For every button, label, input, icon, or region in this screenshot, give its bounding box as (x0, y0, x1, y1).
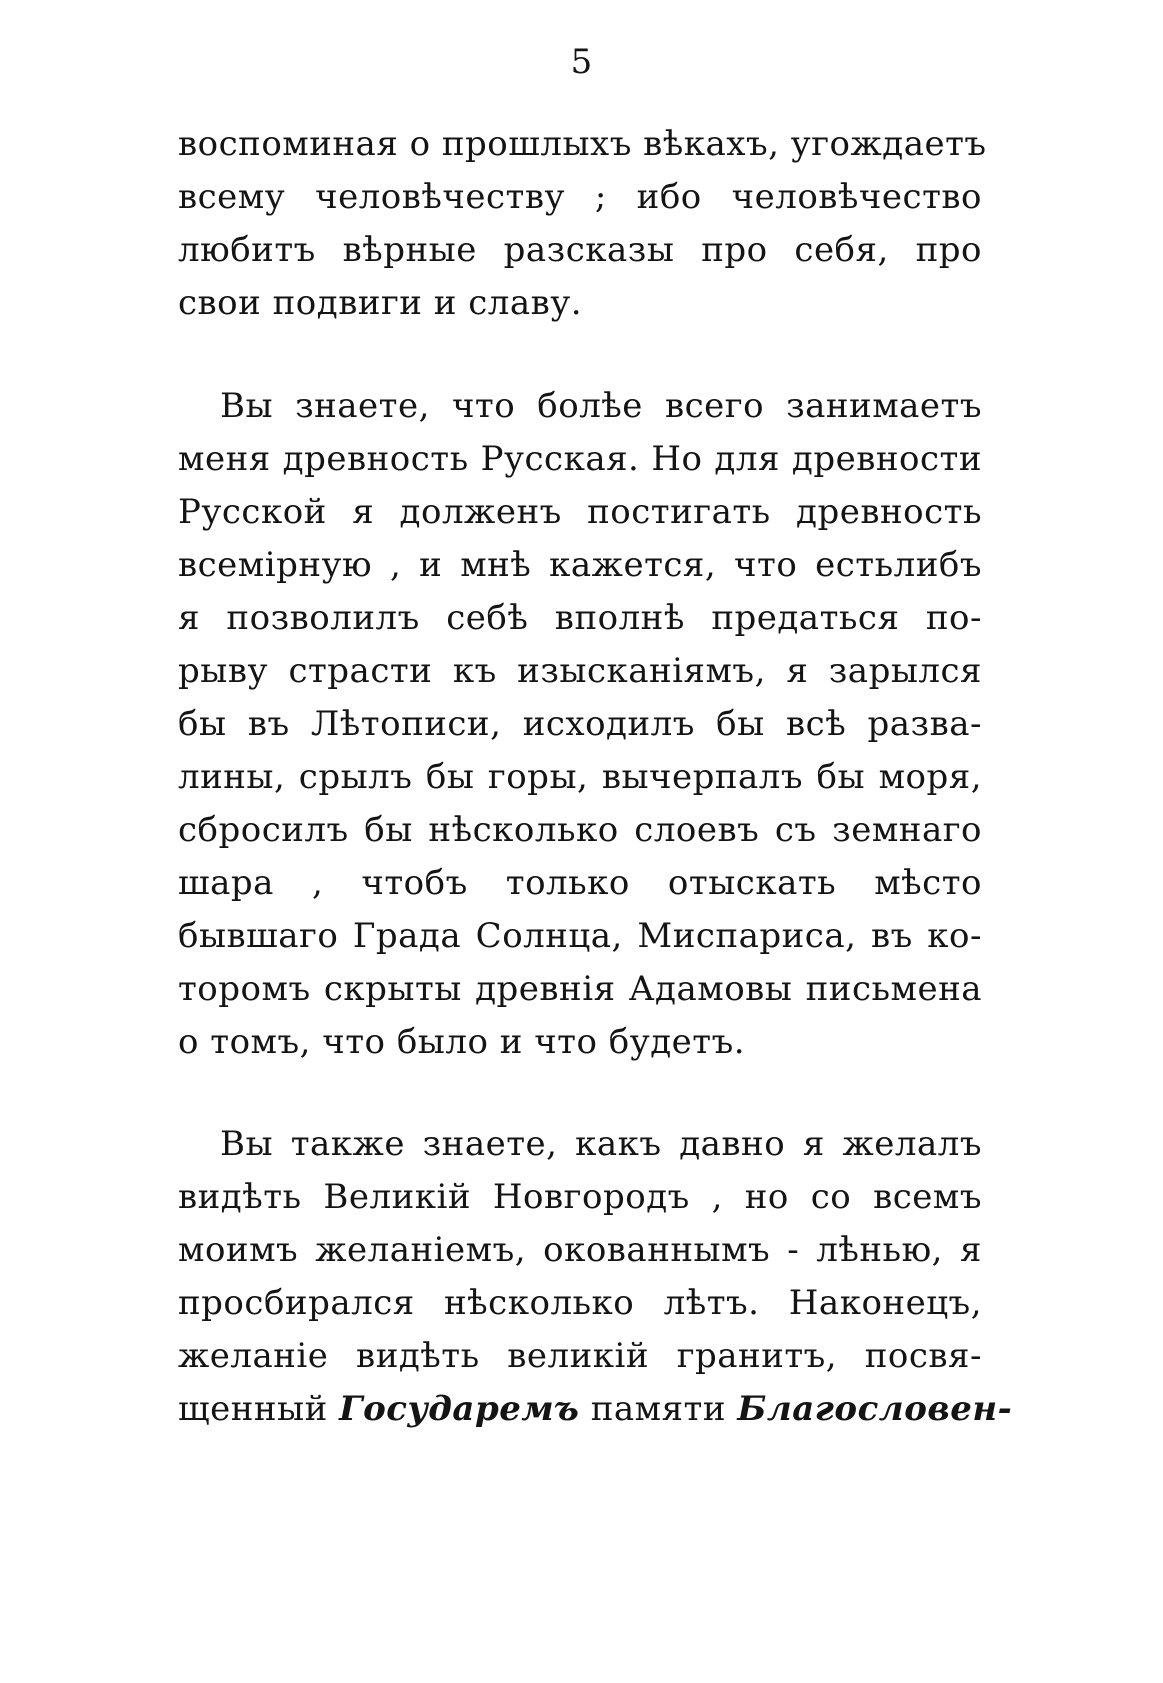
italic-text: Благословен- (737, 1389, 1013, 1429)
text-line: Вы знаете, что болѣе всего занимаетъ (220, 386, 982, 426)
paragraph-1 (178, 118, 987, 330)
text-line: всему человѣчеству ; ибо человѣчество (178, 177, 982, 217)
text-line: рыву страсти къ изысканіямъ, я зарылся (178, 651, 982, 691)
text-line: сбросилъ бы нѣсколько слоевъ съ земнаго (178, 810, 982, 850)
text-line: лины, срылъ бы горы, вычерпалъ бы моря, (178, 757, 982, 797)
text-line: любитъ вѣрные разсказы про себя, про (178, 230, 982, 270)
text-line: торомъ скрыты древнія Адамовы письмена (178, 969, 982, 1009)
text-line: желаніе видѣть великій гранитъ, посвя- (178, 1336, 982, 1376)
text-line: Вы также знаете, какъ давно я желалъ (220, 1124, 982, 1164)
text-line: меня древность Русская. Но для древности (178, 439, 982, 479)
text-line-with-italics (178, 1383, 1013, 1436)
text-line: видѣть Великій Новгородъ , но со всемъ (178, 1177, 982, 1217)
text-line: просбирался нѣсколько лѣтъ. Наконецъ, (178, 1283, 982, 1323)
paragraph-2 (178, 380, 982, 1069)
italic-text: Государемъ (339, 1389, 580, 1429)
text-line: всемірную , и мнѣ кажется, что естьлибъ (178, 545, 982, 585)
text-segment: щенный (178, 1389, 340, 1429)
text-line: моимъ желаніемъ, окованнымъ - лѣнью, я (178, 1230, 982, 1270)
text-line: бывшаго Града Солнца, Миспариса, въ ко- (178, 916, 982, 956)
text-line: свои подвиги и славу. (178, 283, 583, 323)
page-number: 5 (570, 42, 593, 82)
text-line: я позволилъ себѣ вполнѣ предаться по- (178, 598, 982, 638)
paragraph-3 (178, 1118, 1013, 1436)
text-line: Русской я долженъ постигать древность (178, 492, 982, 532)
text-line: воспоминая о прошлыхъ вѣкахъ, угождаетъ (178, 124, 987, 164)
text-segment: памяти (579, 1389, 738, 1429)
text-line: о томъ, что было и что будетъ. (178, 1022, 746, 1062)
text-line: бы въ Лѣтописи, исходилъ бы всѣ разва- (178, 704, 982, 744)
text-line: шара , чтобъ только отыскать мѣсто (178, 863, 982, 903)
